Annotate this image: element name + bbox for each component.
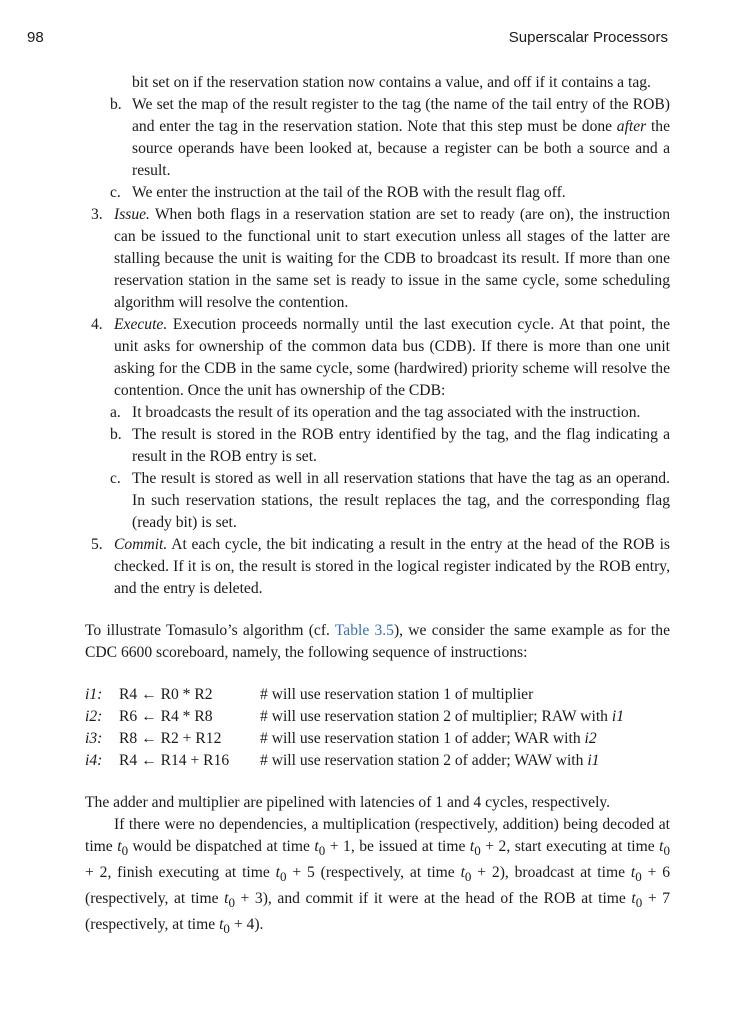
instruction-label: i2: <box>85 708 103 725</box>
list-item-4b <box>85 424 670 468</box>
math-op: + 2 <box>480 838 507 855</box>
item-text: When both flags in a reservation station are set to ready (are on), the instruction can be issued to the functional unit to start execution unless all stages of the latter are stalling because the unit is waiting for the CDB to broadcast its result. If more than one reservation station in the same set is ready to issue in the same cycle, some scheduling algorithm will resolve the contention. <box>114 206 670 311</box>
math-var: t <box>275 864 281 882</box>
math-op: + 7 <box>642 890 671 908</box>
math-var: t <box>659 838 664 855</box>
paragraph-text: (respectively, at time <box>85 916 220 934</box>
comment-text: # will use reservation station 1 of adder; WAR with <box>260 730 585 747</box>
list-marker: c. <box>110 184 121 201</box>
instruction-row <box>85 706 670 728</box>
step-title: Commit. <box>114 536 168 553</box>
math-op: + 6 <box>641 864 670 882</box>
comment-reference: i1 <box>611 708 625 725</box>
list-marker: a. <box>110 404 121 421</box>
emphasis: after <box>616 118 647 135</box>
math-var: t <box>460 864 465 882</box>
item-text: Execution proceeds normally until the last execution cycle. At that point, the unit asks for ownership of the common data bus (CDB). If there is more than one unit asking for the CDB in the same cycle, some (hardwired) priority scheme will resolve the contention. Once the unit has ownership of the CDB: <box>114 316 670 399</box>
list-marker: b. <box>110 426 122 443</box>
instruction-row <box>85 728 670 750</box>
item-text: The result is stored in the ROB entry identified by the tag, and the flag indicating a result in the ROB entry is set. <box>132 426 670 465</box>
item-text: It broadcasts the result of its operation and the tag associated with the instruction. <box>132 404 641 421</box>
math-var: t <box>117 838 122 855</box>
instruction-row <box>85 750 670 772</box>
comment-text: # will use reservation station 2 of adder; WAW with <box>260 752 588 769</box>
step-title: Execute. <box>114 316 168 333</box>
instruction-comment <box>260 706 670 728</box>
math-op: + 3 <box>234 890 263 908</box>
instruction-text: R4 ← R0 * R2 <box>119 686 213 703</box>
table-reference-link[interactable]: Table 3.5 <box>334 622 394 639</box>
continued-item-text: bit set on if the reservation station now contains a value, and off if it contains a tag. <box>132 74 651 91</box>
instruction-comment <box>260 750 670 772</box>
math-var: t <box>469 838 475 855</box>
list-item-2b <box>85 94 670 182</box>
list-item-5-commit <box>85 534 670 600</box>
intro-paragraph <box>85 620 670 664</box>
paragraph-text: (respectively, at time <box>85 890 225 908</box>
instruction-label: i3: <box>85 730 103 747</box>
math-op: + 1 <box>325 838 351 855</box>
paragraph-text: ), and commit if it were at the head of the ROB at time <box>262 890 632 908</box>
paragraph-text: ). <box>254 916 264 934</box>
item-text: We enter the instruction at the tail of the ROB with the result flag off. <box>132 184 566 201</box>
paragraph-text: (respectively, at time <box>314 864 461 882</box>
math-op: + 5 <box>286 864 315 882</box>
math-op: + 2 <box>471 864 500 882</box>
list-item-4a <box>85 402 670 424</box>
paragraph-text: , be issued at time <box>350 838 470 855</box>
math-op: + 4 <box>229 916 255 934</box>
instruction-text: R6 ← R4 * R8 <box>119 708 213 725</box>
item-text: At each cycle, the bit indicating a result in the entry at the head of the ROB is checked. If it is on, the result is stored in the logical register indicated by the ROB entry, and the entry is deleted. <box>114 536 670 597</box>
math-sub: 0 <box>121 843 129 859</box>
math-sub: 0 <box>318 843 326 859</box>
instruction-sequence <box>85 684 670 772</box>
instruction-label: i4: <box>85 752 103 769</box>
instruction-row <box>85 684 670 706</box>
list-marker: 4. <box>91 316 103 333</box>
closing-paragraph-2 <box>85 814 670 940</box>
math-op: + 2 <box>85 864 108 882</box>
comment-text: # will use reservation station 2 of multiplier; RAW with <box>260 708 612 725</box>
page-body <box>85 72 670 940</box>
paragraph-text: To illustrate Tomasulo’s algorithm (cf. <box>85 622 335 639</box>
math-sub: 0 <box>464 869 472 885</box>
math-var: t <box>314 838 319 855</box>
page-number: 98 <box>27 29 44 46</box>
math-sub: 0 <box>474 843 481 859</box>
list-item-2c <box>85 182 670 204</box>
page-header <box>27 29 668 51</box>
item-text: the source operands have been looked at, because a register can be both a source and a result. <box>132 118 670 179</box>
list-marker: 3. <box>91 206 103 223</box>
paragraph-text: , finish executing at time <box>107 864 276 882</box>
list-marker: c. <box>110 470 121 487</box>
list-item-4c <box>85 468 670 534</box>
instruction-text: R8 ← R2 + R12 <box>119 730 222 747</box>
item-text: The result is stored as well in all reservation stations that have the tag as an operand. In such reservation stations, the result replaces the tag, and the corresponding flag (ready bit) is set. <box>132 470 670 531</box>
list-item-4-execute <box>85 314 670 402</box>
paragraph-text: would be dispatched at time <box>128 838 315 855</box>
comment-text: # will use reservation station 1 of multiplier <box>260 686 534 703</box>
math-var: t <box>630 864 636 882</box>
paragraph-text: ), we consider the same example as for the CDC 6600 scoreboard, namely, the following sequence of instructions: <box>85 622 670 661</box>
list-marker: 5. <box>91 536 103 553</box>
instruction-text: R4 ← R14 + R16 <box>119 752 230 769</box>
math-sub: 0 <box>635 895 643 911</box>
math-sub: 0 <box>228 895 235 911</box>
comment-reference: i1 <box>587 752 600 769</box>
comment-reference: i2 <box>584 730 597 747</box>
paragraph-text: If there were no dependencies, a multiplication (respectively, addition) being decoded at time <box>85 816 670 855</box>
instruction-label: i1: <box>85 686 103 703</box>
instruction-comment <box>260 684 670 706</box>
math-sub: 0 <box>280 869 287 885</box>
paragraph-text: ), broadcast at time <box>499 864 631 882</box>
closing-paragraph-1: The adder and multiplier are pipelined with latencies of 1 and 4 cycles, respectively. <box>85 794 611 811</box>
list-item-3-issue <box>85 204 670 314</box>
running-head: Superscalar Processors <box>508 29 668 46</box>
math-sub: 0 <box>223 921 230 937</box>
math-sub: 0 <box>635 869 642 885</box>
math-var: t <box>219 916 224 934</box>
item-text: We set the map of the result register to the tag (the name of the tail entry of the ROB) and enter the tag in the reservation station. Note that this step must be done <box>132 96 670 135</box>
math-sub: 0 <box>663 843 671 859</box>
step-title: Issue. <box>114 206 150 223</box>
paragraph-text: , start executing at time <box>506 838 660 855</box>
list-marker: b. <box>110 96 122 113</box>
math-var: t <box>224 890 229 908</box>
instruction-comment <box>260 728 670 750</box>
math-var: t <box>631 890 636 908</box>
